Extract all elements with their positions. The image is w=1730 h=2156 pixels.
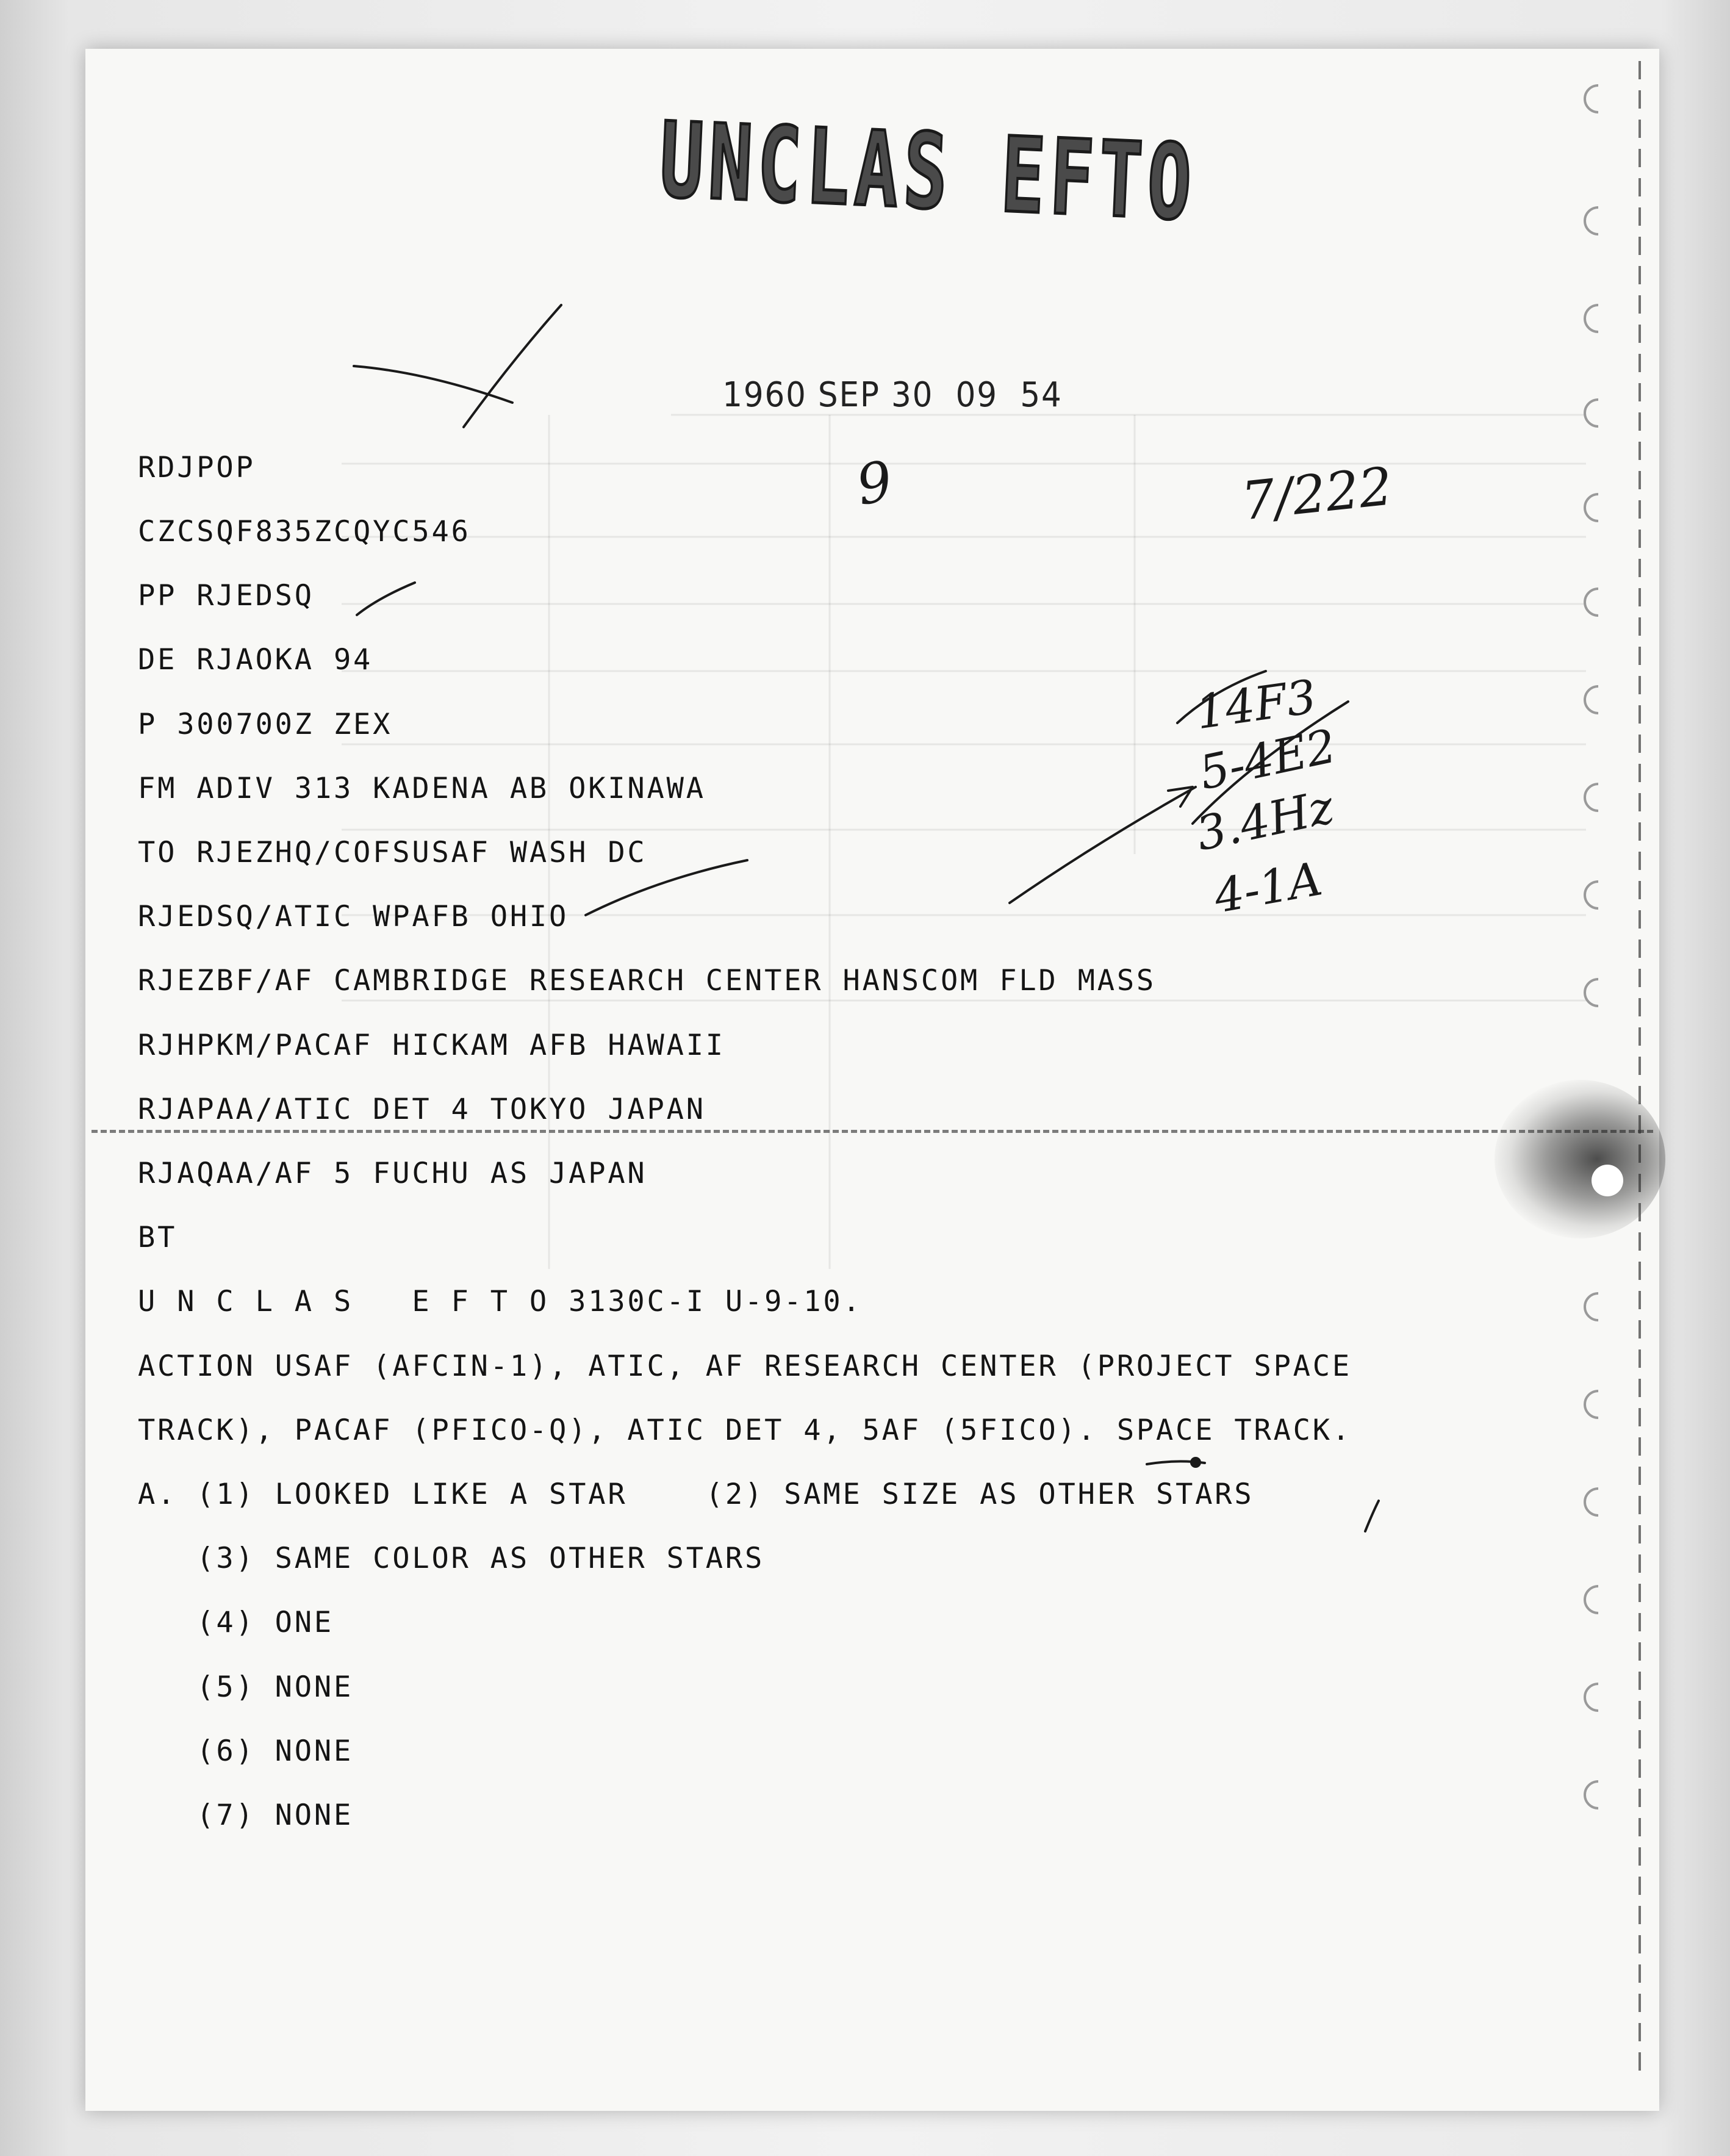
addressee-line: RJAPAA/ATIC DET 4 TOKYO JAPAN	[138, 1093, 706, 1126]
handwritten-reference-number: 7/222	[1238, 456, 1396, 533]
handwritten-margin-note: 3.4Hz	[1191, 779, 1338, 861]
routing-indicator: RDJPOP	[138, 451, 256, 484]
addressee-line: RJAQAA/AF 5 FUCHU AS JAPAN	[138, 1157, 647, 1190]
sprocket-holes	[1574, 0, 1647, 2156]
ink-smudge	[1495, 1080, 1665, 1238]
handwritten-margin-note: 5-4E2	[1194, 718, 1341, 800]
action-line: ACTION USAF (AFCIN-1), ATIC, AF RESEARCH CENTER (PROJECT SPACE	[138, 1349, 1352, 1383]
binder-hole-icon	[1586, 1159, 1629, 1202]
report-item: (5) NONE	[138, 1670, 354, 1704]
channel-number: CZCSQF835ZCQYC546	[138, 515, 471, 548]
classification-line: U N C L A S E F T O 3130C-I U-9-10.	[138, 1285, 863, 1318]
date-time-group: P 300700Z ZEX	[138, 708, 393, 741]
report-item: (7) NONE	[138, 1798, 354, 1832]
from-line: FM ADIV 313 KADENA AB OKINAWA	[138, 772, 706, 805]
to-line: TO RJEZHQ/COFSUSAF WASH DC	[138, 836, 647, 869]
action-line: TRACK), PACAF (PFICO-Q), ATIC DET 4, 5AF (5FICO). SPACE TRACK.	[138, 1414, 1352, 1447]
precedence-line: PP RJEDSQ	[138, 579, 314, 613]
handwritten-margin-note: 4-1A	[1210, 851, 1326, 924]
perforation-line	[92, 1130, 1653, 1133]
report-item: (6) NONE	[138, 1734, 354, 1768]
date-time-stamp: 1960 SEP 30 09 54	[722, 375, 1063, 415]
report-item: (3) SAME COLOR AS OTHER STARS	[138, 1542, 765, 1575]
addressee-line: RJEDSQ/ATIC WPAFB OHIO	[138, 900, 569, 933]
addressee-line: RJEZBF/AF CAMBRIDGE RESEARCH CENTER HANSCOM FLD MASS	[138, 964, 1157, 997]
origin-station: DE RJAOKA 94	[138, 643, 373, 677]
report-item: (4) ONE	[138, 1606, 334, 1639]
handwritten-margin-note: 14F3	[1192, 669, 1320, 740]
report-item: A. (1) LOOKED LIKE A STAR (2) SAME SIZE AS OTHER STARS	[138, 1478, 1254, 1511]
addressee-line: RJHPKM/PACAF HICKAM AFB HAWAII	[138, 1029, 725, 1062]
stamp-text: UNCLAS EFTO	[657, 99, 1429, 254]
check-mark-icon: 9	[852, 448, 897, 519]
break-line: BT	[138, 1221, 178, 1254]
classification-stamp	[650, 99, 1429, 280]
